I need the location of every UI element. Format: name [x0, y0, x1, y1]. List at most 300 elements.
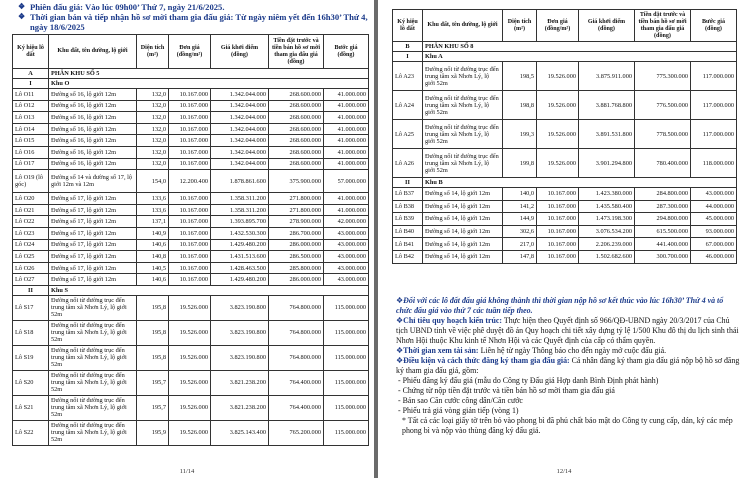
- lot-area: 195,7: [137, 370, 169, 395]
- starting-price: 1.342.044.000: [211, 135, 269, 147]
- bid-step: 41.000.000: [324, 158, 369, 170]
- lot-code: Lô O25: [13, 251, 49, 263]
- registration-title: Điều kiện và cách thức đăng ký tham gia đấu giá:: [403, 356, 570, 365]
- starting-price: 3.821.238.200: [211, 395, 269, 420]
- required-doc-item: - Bản sao Căn cước công dân/Căn cước: [398, 396, 523, 405]
- lot-code: Lô O15: [13, 135, 49, 147]
- unit-price: 19.526.000: [169, 320, 211, 345]
- section-row: [13, 285, 369, 295]
- starting-price: 1.358.311.200: [211, 193, 269, 205]
- lot-code: Lô S21: [13, 395, 49, 420]
- section-code: II: [13, 285, 49, 295]
- unit-price: 10.167.000: [169, 204, 211, 216]
- lot-area: 140,0: [503, 188, 537, 201]
- unit-price: 10.167.000: [169, 158, 211, 170]
- column-header: Bước giá (đồng): [691, 10, 737, 42]
- unit-price: 19.526.000: [169, 395, 211, 420]
- bid-step: 44.000.000: [691, 200, 737, 213]
- unit-price: 19.526.000: [169, 370, 211, 395]
- starting-price: 1.435.580.400: [579, 200, 635, 213]
- starting-price: 1.429.480.200: [211, 239, 269, 251]
- bid-step: 115.000.000: [324, 420, 369, 445]
- lot-location: Đường số 17, lộ giới 12m: [49, 227, 137, 239]
- bid-step: 115.000.000: [324, 345, 369, 370]
- deposit-amount: 441.400.000: [635, 238, 691, 251]
- table-row: [393, 188, 737, 201]
- lot-code: Lô O20: [13, 193, 49, 205]
- table-row: [393, 200, 737, 213]
- deposit-amount: 271.800.000: [269, 193, 324, 205]
- starting-price: 1.429.480.200: [211, 274, 269, 286]
- section-row: [13, 79, 369, 89]
- table-row: [13, 204, 369, 216]
- bid-step: 117.000.000: [691, 120, 737, 149]
- bid-step: 41.000.000: [324, 135, 369, 147]
- unit-price: 10.167.000: [537, 188, 579, 201]
- unit-price: 10.167.000: [169, 216, 211, 228]
- starting-price: 1.342.044.000: [211, 100, 269, 112]
- bid-step: 93.000.000: [691, 225, 737, 238]
- viewing-body: Liên hệ từ ngày Thông báo cho đến ngày mở cuộc đấu giá.: [480, 346, 667, 355]
- table-row: [13, 274, 369, 286]
- bid-step: 117.000.000: [691, 62, 737, 91]
- unit-price: 10.167.000: [537, 213, 579, 226]
- starting-price: 1.342.044.000: [211, 146, 269, 158]
- deposit-amount: 764.800.000: [269, 320, 324, 345]
- starting-price: 1.878.861.600: [211, 170, 269, 193]
- lot-code: Lô O12: [13, 100, 49, 112]
- unit-price: 12.200.400: [169, 170, 211, 193]
- lot-location: Đường số 17, lộ giới 12m: [49, 204, 137, 216]
- lot-code: Lô O22: [13, 216, 49, 228]
- starting-price: 3.901.294.800: [579, 149, 635, 178]
- column-header: Tiền đặt trước và tiền bán hồ sơ mời tham gia đấu giá (đồng): [635, 10, 691, 42]
- starting-price: 1.342.044.000: [211, 112, 269, 124]
- lot-location: Đường số 16, lộ giới 12m: [49, 158, 137, 170]
- diamond-bullet-icon: ❖: [18, 12, 26, 21]
- section-name: PHÂN KHU SỐ 8: [423, 42, 737, 52]
- diamond-bullet-icon: ❖: [18, 2, 26, 11]
- starting-price: 1.431.513.600: [211, 251, 269, 263]
- deposit-amount: 780.400.000: [635, 149, 691, 178]
- deposit-amount: 765.200.000: [269, 420, 324, 445]
- unit-price: 10.167.000: [169, 239, 211, 251]
- bid-step: 41.000.000: [324, 204, 369, 216]
- section-row: [13, 69, 369, 79]
- lot-code: Lô B41: [393, 238, 423, 251]
- unit-price: 19.526.000: [537, 91, 579, 120]
- lot-area: 195,8: [137, 345, 169, 370]
- table-row: [13, 345, 369, 370]
- deposit-amount: 776.500.000: [635, 91, 691, 120]
- failed-lot-note: Đối với các lô đất đấu giá không thành thì thời gian nộp hồ sơ kết thúc vào lúc 16h30’ Thứ 4 và tổ chức đấu giá vào thứ 7 các tuần tiếp theo.: [396, 296, 724, 315]
- required-doc-item: - Phiếu trả giá vòng giản tiếp (vòng 1): [398, 406, 519, 415]
- column-header: Đơn giá (đồng/m²): [537, 10, 579, 42]
- lot-code: Lô O13: [13, 112, 49, 124]
- bid-step: 43.000.000: [324, 262, 369, 274]
- lot-area: 132,0: [137, 100, 169, 112]
- unit-price: 10.167.000: [169, 89, 211, 101]
- deposit-amount: 286.000.000: [269, 274, 324, 286]
- section-row: [393, 52, 737, 62]
- table-row: [393, 120, 737, 149]
- column-header: Ký hiệu lô đất: [13, 35, 49, 69]
- lot-area: 195,7: [137, 395, 169, 420]
- table-row: [393, 149, 737, 178]
- lot-location: Đường nối từ đường trục đến trung tâm xã Nhơn Lý, lộ giới 52m: [49, 370, 137, 395]
- section-row: [393, 178, 737, 188]
- bid-step: 118.000.000: [691, 149, 737, 178]
- lot-code: Lô S22: [13, 420, 49, 445]
- column-header: Tiền đặt trước và tiền bán hồ sơ mời tham gia đấu giá (đồng): [269, 35, 324, 69]
- lot-location: Đường số 14 và đường số 17, lộ giới 12m và 12m: [49, 170, 137, 193]
- lot-location: Đường số 17, lộ giới 12m: [49, 193, 137, 205]
- starting-price: 1.473.198.300: [579, 213, 635, 226]
- table-row: [13, 135, 369, 147]
- bid-step: 46.000.000: [691, 250, 737, 263]
- starting-price: 1.432.530.300: [211, 227, 269, 239]
- auction-notes: [396, 296, 740, 436]
- lot-location: Đường nối từ đường trục đến trung tâm xã Nhơn Lý, lộ giới 52m: [423, 120, 503, 149]
- lot-location: Đường số 14, lộ giới 12m: [423, 200, 503, 213]
- lot-code: Lô A24: [393, 91, 423, 120]
- starting-price: 1.423.380.000: [579, 188, 635, 201]
- lot-code: Lô O17: [13, 158, 49, 170]
- lot-code: Lô B37: [393, 188, 423, 201]
- bid-step: 115.000.000: [324, 320, 369, 345]
- lot-area: 140,5: [137, 262, 169, 274]
- lot-code: Lô O21: [13, 204, 49, 216]
- lot-code: Lô B39: [393, 213, 423, 226]
- deposit-amount: 268.600.000: [269, 123, 324, 135]
- lot-code: Lô B42: [393, 250, 423, 263]
- deposit-amount: 764.800.000: [269, 295, 324, 320]
- lot-location: Đường nối từ đường trục đến trung tâm xã Nhơn Lý, lộ giới 52m: [49, 420, 137, 445]
- diamond-bullet-icon: ❖: [396, 316, 404, 325]
- table-row: [13, 193, 369, 205]
- required-doc-item: - Phiếu đăng ký đấu giá (mẫu do Công ty Đấu giá Hợp danh Bình Định phát hành): [398, 376, 659, 385]
- column-header: Ký hiệu lô đất: [393, 10, 423, 42]
- deposit-amount: 285.800.000: [269, 262, 324, 274]
- deposit-amount: 764.400.000: [269, 370, 324, 395]
- section-name: PHÂN KHU SỐ 5: [49, 69, 369, 79]
- starting-price: 3.823.190.800: [211, 320, 269, 345]
- lot-area: 154,0: [137, 170, 169, 193]
- starting-price: 1.428.463.500: [211, 262, 269, 274]
- section-code: I: [13, 79, 49, 89]
- required-doc-item: - Chứng từ nộp tiền đặt trước và tiền bán hồ sơ mời tham gia đấu giá: [398, 386, 615, 395]
- unit-price: 10.167.000: [169, 123, 211, 135]
- lot-code: Lô A23: [393, 62, 423, 91]
- bid-step: 115.000.000: [324, 295, 369, 320]
- table-row: [13, 295, 369, 320]
- lot-code: Lô O16: [13, 146, 49, 158]
- table-header-row: [13, 35, 369, 69]
- starting-price: 3.875.911.000: [579, 62, 635, 91]
- bid-step: 43.000.000: [691, 188, 737, 201]
- bid-step: 41.000.000: [324, 112, 369, 124]
- bid-step: 117.000.000: [691, 91, 737, 120]
- section-code: I: [393, 52, 423, 62]
- table-row: [13, 251, 369, 263]
- section-row: [393, 42, 737, 52]
- lot-location: Đường nối từ đường trục đến trung tâm xã Nhơn Lý, lộ giới 52m: [49, 320, 137, 345]
- table-row: [13, 370, 369, 395]
- lot-location: Đường số 16, lộ giới 12m: [49, 123, 137, 135]
- sale-period-line: Thời gian bán và tiếp nhận hồ sơ mời tham gia đấu giá: Từ ngày niêm yết đến 16h30’ Thứ 4, ngày 18/6/2025: [30, 12, 368, 32]
- lot-area: 302,6: [503, 225, 537, 238]
- table-row: [393, 238, 737, 251]
- lot-code: Lô A26: [393, 149, 423, 178]
- unit-price: 10.167.000: [169, 251, 211, 263]
- envelope-footnote: * Tất cả các loại giấy tờ trên bỏ vào phong bì đã phủ chất bảo mật do Công ty cung cấp, dán, ký các mép phong bì và nộp vào thùng đăng ký đấu giá.: [402, 416, 733, 435]
- lot-area: 132,0: [137, 89, 169, 101]
- bid-step: 115.000.000: [324, 395, 369, 420]
- table-row: [13, 112, 369, 124]
- document-page-11: [0, 0, 374, 478]
- lot-area: 133,6: [137, 193, 169, 205]
- table-header-row: [393, 10, 737, 42]
- deposit-amount: 268.600.000: [269, 89, 324, 101]
- column-header: Khu đất, tên đường, lộ giới: [49, 35, 137, 69]
- lot-location: Đường số 14, lộ giới 12m: [423, 238, 503, 251]
- deposit-amount: 284.800.000: [635, 188, 691, 201]
- lot-area: 132,0: [137, 123, 169, 135]
- auction-session-line: Phiên đấu giá: Vào lúc 09h00’ Thứ 7, ngày 21/6/2025.: [30, 2, 225, 12]
- table-row: [393, 250, 737, 263]
- unit-price: 10.167.000: [169, 135, 211, 147]
- section-name: Khu A: [423, 52, 737, 62]
- lot-code: Lô S18: [13, 320, 49, 345]
- section-code: II: [393, 178, 423, 188]
- lot-area: 140,8: [137, 251, 169, 263]
- column-header: Đơn giá (đồng/m²): [169, 35, 211, 69]
- bid-step: 42.000.000: [324, 216, 369, 228]
- lot-area: 132,0: [137, 135, 169, 147]
- starting-price: 2.206.239.000: [579, 238, 635, 251]
- deposit-amount: 287.300.000: [635, 200, 691, 213]
- section-name: Khu S: [49, 285, 369, 295]
- unit-price: 10.167.000: [169, 193, 211, 205]
- deposit-amount: 375.900.000: [269, 170, 324, 193]
- viewing-title: Thời gian xem tài sản:: [403, 346, 479, 355]
- starting-price: 1.393.895.700: [211, 216, 269, 228]
- unit-price: 10.167.000: [169, 100, 211, 112]
- lot-area: 133,6: [137, 204, 169, 216]
- table-row: [13, 123, 369, 135]
- starting-price: 3.825.143.400: [211, 420, 269, 445]
- lot-code: Lô O14: [13, 123, 49, 135]
- page-number: 12/14: [556, 468, 572, 475]
- bid-step: 43.000.000: [324, 274, 369, 286]
- starting-price: 3.823.190.800: [211, 295, 269, 320]
- lot-area: 199,8: [503, 149, 537, 178]
- lot-location: Đường nối từ đường trục đến trung tâm xã Nhơn Lý, lộ giới 52m: [423, 149, 503, 178]
- planning-title: Chỉ tiêu quy hoạch kiến trúc:: [403, 316, 503, 325]
- section-code: A: [13, 69, 49, 79]
- column-header: Bước giá (đồng): [324, 35, 369, 69]
- starting-price: 3.076.534.200: [579, 225, 635, 238]
- lot-code: Lô O24: [13, 239, 49, 251]
- table-row: [13, 89, 369, 101]
- lot-code: Lô O11: [13, 89, 49, 101]
- deposit-amount: 271.800.000: [269, 204, 324, 216]
- lot-area: 195,9: [137, 420, 169, 445]
- table-row: [13, 216, 369, 228]
- lot-location: Đường số 16, lộ giới 12m: [49, 89, 137, 101]
- lot-location: Đường số 17, lộ giới 12m: [49, 239, 137, 251]
- deposit-amount: 615.500.000: [635, 225, 691, 238]
- lot-area: 198,8: [503, 91, 537, 120]
- lot-location: Đường nối từ đường trục đến trung tâm xã Nhơn Lý, lộ giới 52m: [423, 62, 503, 91]
- unit-price: 10.167.000: [169, 274, 211, 286]
- lot-code: Lô O26: [13, 262, 49, 274]
- deposit-amount: 778.500.000: [635, 120, 691, 149]
- lot-area: 132,0: [137, 158, 169, 170]
- registration-body: Cá nhân đăng ký tham gia đấu giá nộp bộ hồ sơ đăng ký tham gia đấu giá, gồm:: [396, 356, 740, 375]
- lot-location: Đường số 14, lộ giới 12m: [423, 225, 503, 238]
- bid-step: 41.000.000: [324, 193, 369, 205]
- diamond-bullet-icon: ❖: [396, 356, 404, 365]
- unit-price: 19.526.000: [169, 295, 211, 320]
- table-row: [13, 227, 369, 239]
- starting-price: 1.342.044.000: [211, 158, 269, 170]
- unit-price: 10.167.000: [537, 238, 579, 251]
- column-header: Giá khởi điểm (đồng): [579, 10, 635, 42]
- deposit-amount: 286.700.000: [269, 227, 324, 239]
- deposit-amount: 775.300.000: [635, 62, 691, 91]
- lot-area: 147,8: [503, 250, 537, 263]
- lot-area: 137,1: [137, 216, 169, 228]
- bid-step: 43.000.000: [324, 251, 369, 263]
- bid-step: 43.000.000: [324, 239, 369, 251]
- lot-location: Đường nối từ đường trục đến trung tâm xã Nhơn Lý, lộ giới 52m: [49, 345, 137, 370]
- lot-location: Đường số 14, lộ giới 12m: [423, 250, 503, 263]
- section-name: Khu O: [49, 79, 369, 89]
- column-header: Khu đất, tên đường, lộ giới: [423, 10, 503, 42]
- lot-area: 141,2: [503, 200, 537, 213]
- bid-step: 57.000.000: [324, 170, 369, 193]
- deposit-amount: 268.600.000: [269, 100, 324, 112]
- lot-area: 217,0: [503, 238, 537, 251]
- deposit-amount: 294.800.000: [635, 213, 691, 226]
- starting-price: 1.342.044.000: [211, 89, 269, 101]
- diamond-bullet-icon: ❖: [396, 296, 404, 305]
- table-row: [393, 225, 737, 238]
- deposit-amount: 286.000.000: [269, 239, 324, 251]
- deposit-amount: 286.500.000: [269, 251, 324, 263]
- unit-price: 10.167.000: [537, 200, 579, 213]
- deposit-amount: 268.600.000: [269, 135, 324, 147]
- bid-step: 115.000.000: [324, 370, 369, 395]
- lot-location: Đường số 17, lộ giới 12m: [49, 216, 137, 228]
- bid-step: 67.000.000: [691, 238, 737, 251]
- table-row: [13, 420, 369, 445]
- unit-price: 19.526.000: [169, 420, 211, 445]
- auction-header: [0, 0, 374, 32]
- lot-area: 195,8: [137, 320, 169, 345]
- table-row: [13, 262, 369, 274]
- table-row: [13, 320, 369, 345]
- starting-price: 3.881.768.800: [579, 91, 635, 120]
- unit-price: 19.526.000: [537, 149, 579, 178]
- unit-price: 19.526.000: [169, 345, 211, 370]
- lot-code: Lô S20: [13, 370, 49, 395]
- planning-body: Thực hiện theo Quyết định số 966/QĐ-UBND ngày 20/3/2017 của Chủ tịch UBND tỉnh về việc phê duyệt đồ án Quy hoạch chi tiết xây dựng tỷ lệ 1/500 Khu đô thị du lịch sinh thái Nhơn Hội thuộc Khu kinh tế Nhơn Hội và các Quyết định của cấp có thẩm quyền.: [396, 316, 739, 345]
- bid-step: 41.000.000: [324, 123, 369, 135]
- page-number: 11/14: [179, 468, 195, 475]
- lot-location: Đường số 17, lộ giới 12m: [49, 262, 137, 274]
- table-row: [393, 62, 737, 91]
- lot-location: Đường số 17, lộ giới 12m: [49, 251, 137, 263]
- land-lot-table-right: [392, 9, 737, 264]
- lot-location: Đường số 17, lộ giới 12m: [49, 274, 137, 286]
- lot-location: Đường số 16, lộ giới 12m: [49, 100, 137, 112]
- starting-price: 3.821.238.200: [211, 370, 269, 395]
- bid-step: 41.000.000: [324, 89, 369, 101]
- unit-price: 10.167.000: [169, 112, 211, 124]
- table-row: [13, 146, 369, 158]
- column-header: Diện tích (m²): [137, 35, 169, 69]
- lot-location: Đường số 16, lộ giới 12m: [49, 146, 137, 158]
- deposit-amount: 300.700.000: [635, 250, 691, 263]
- table-row: [13, 158, 369, 170]
- deposit-amount: 268.600.000: [269, 158, 324, 170]
- table-row: [393, 213, 737, 226]
- lot-code: Lô B40: [393, 225, 423, 238]
- unit-price: 10.167.000: [169, 262, 211, 274]
- lot-area: 140,6: [137, 239, 169, 251]
- lot-area: 132,0: [137, 112, 169, 124]
- deposit-amount: 764.400.000: [269, 395, 324, 420]
- lot-code: Lô S19: [13, 345, 49, 370]
- lot-area: 132,0: [137, 146, 169, 158]
- lot-code: Lô S17: [13, 295, 49, 320]
- lot-location: Đường số 16, lộ giới 12m: [49, 112, 137, 124]
- starting-price: 1.502.682.600: [579, 250, 635, 263]
- deposit-amount: 268.600.000: [269, 112, 324, 124]
- lot-location: Đường số 14, lộ giới 12m: [423, 188, 503, 201]
- column-header: Giá khởi điểm (đồng): [211, 35, 269, 69]
- unit-price: 19.526.000: [537, 120, 579, 149]
- unit-price: 10.167.000: [537, 250, 579, 263]
- bid-step: 41.000.000: [324, 146, 369, 158]
- unit-price: 10.167.000: [537, 225, 579, 238]
- lot-area: 198,5: [503, 62, 537, 91]
- lot-location: Đường nối từ đường trục đến trung tâm xã Nhơn Lý, lộ giới 52m: [423, 91, 503, 120]
- bid-step: 43.000.000: [324, 227, 369, 239]
- starting-price: 3.823.190.800: [211, 345, 269, 370]
- lot-code: Lô O19 (lô góc): [13, 170, 49, 193]
- lot-code: Lô B38: [393, 200, 423, 213]
- lot-area: 140,6: [137, 274, 169, 286]
- column-header: Diện tích (m²): [503, 10, 537, 42]
- lot-location: Đường số 14, lộ giới 12m: [423, 213, 503, 226]
- starting-price: 1.342.044.000: [211, 123, 269, 135]
- table-row: [13, 100, 369, 112]
- unit-price: 10.167.000: [169, 146, 211, 158]
- lot-code: Lô O23: [13, 227, 49, 239]
- lot-area: 140,9: [137, 227, 169, 239]
- land-lot-table-left: [12, 34, 369, 446]
- table-row: [13, 395, 369, 420]
- lot-location: Đường số 16, lộ giới 12m: [49, 135, 137, 147]
- bid-step: 41.000.000: [324, 100, 369, 112]
- lot-area: 199,3: [503, 120, 537, 149]
- starting-price: 3.891.531.800: [579, 120, 635, 149]
- bid-step: 45.000.000: [691, 213, 737, 226]
- section-code: B: [393, 42, 423, 52]
